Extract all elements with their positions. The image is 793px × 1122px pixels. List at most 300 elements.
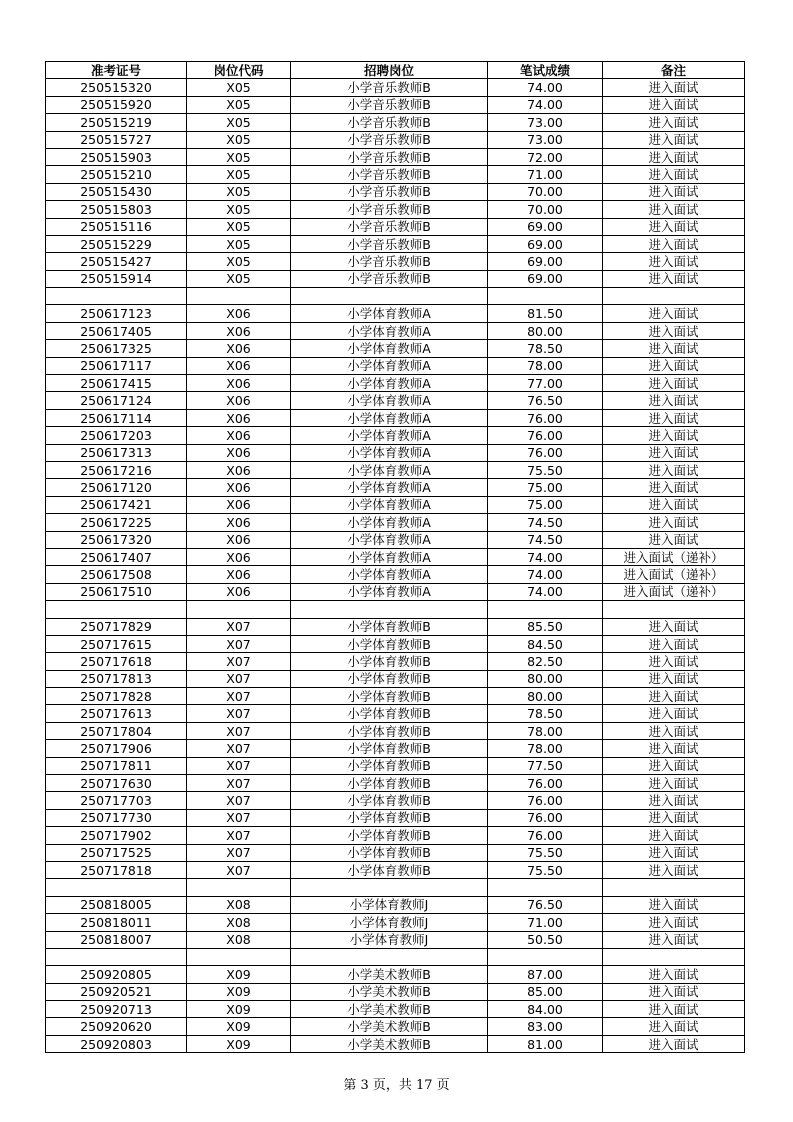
post-name-cell: 小学体育教师A [291, 305, 488, 322]
remark-cell: 进入面试 [603, 861, 745, 878]
table-row [46, 201, 745, 218]
remark-cell: 进入面试 [603, 635, 745, 652]
post-code-cell: X05 [187, 148, 291, 165]
score-cell: 87.00 [488, 966, 603, 983]
score-cell: 81.00 [488, 1035, 603, 1052]
post-code-cell: X06 [187, 514, 291, 531]
score-cell: 76.00 [488, 409, 603, 426]
exam-id-cell: 250617313 [46, 444, 187, 461]
post-name-cell: 小学体育教师A [291, 566, 488, 583]
remark-cell: 进入面试 [603, 531, 745, 548]
table-row [46, 896, 745, 913]
post-code-cell: X09 [187, 983, 291, 1000]
remark-cell [603, 879, 745, 896]
post-code-cell: X06 [187, 566, 291, 583]
remark-cell: 进入面试 [603, 914, 745, 931]
post-code-cell: X06 [187, 392, 291, 409]
table-row [46, 183, 745, 200]
score-cell: 69.00 [488, 218, 603, 235]
exam-id-cell [46, 288, 187, 305]
score-cell: 71.00 [488, 166, 603, 183]
exam-id-cell: 250717613 [46, 705, 187, 722]
remark-cell: 进入面试 [603, 931, 745, 948]
post-name-cell: 小学体育教师A [291, 427, 488, 444]
post-code-cell: X07 [187, 618, 291, 635]
remark-cell: 进入面试 [603, 688, 745, 705]
post-code-cell: X05 [187, 79, 291, 96]
remark-cell: 进入面试 [603, 809, 745, 826]
score-cell: 74.00 [488, 548, 603, 565]
table-row [46, 427, 745, 444]
table-row [46, 740, 745, 757]
post-code-cell: X07 [187, 740, 291, 757]
table-row [46, 131, 745, 148]
table-row [46, 79, 745, 96]
score-cell: 75.50 [488, 461, 603, 478]
remark-cell: 进入面试 [603, 496, 745, 513]
post-name-cell: 小学音乐教师B [291, 183, 488, 200]
remark-cell: 进入面试 [603, 392, 745, 409]
post-name-cell: 小学音乐教师B [291, 270, 488, 287]
remark-cell: 进入面试（递补） [603, 566, 745, 583]
table-row [46, 514, 745, 531]
table-row [46, 583, 745, 600]
score-cell: 50.50 [488, 931, 603, 948]
post-name-cell: 小学美术教师B [291, 1035, 488, 1052]
exam-id-cell: 250717630 [46, 775, 187, 792]
exam-id-cell: 250515803 [46, 201, 187, 218]
post-code-cell: X08 [187, 914, 291, 931]
remark-cell [603, 288, 745, 305]
score-cell: 77.00 [488, 375, 603, 392]
post-name-cell: 小学体育教师A [291, 444, 488, 461]
score-cell: 74.00 [488, 79, 603, 96]
post-code-cell: X06 [187, 444, 291, 461]
exam-id-cell: 250617203 [46, 427, 187, 444]
table-row [46, 392, 745, 409]
exam-id-cell: 250617123 [46, 305, 187, 322]
remark-cell: 进入面试（递补） [603, 548, 745, 565]
score-cell: 76.00 [488, 444, 603, 461]
post-code-cell: X05 [187, 253, 291, 270]
table-row [46, 722, 745, 739]
post-code-cell [187, 288, 291, 305]
post-code-cell: X09 [187, 1018, 291, 1035]
post-code-cell: X07 [187, 653, 291, 670]
table-row [46, 792, 745, 809]
score-cell: 85.00 [488, 983, 603, 1000]
post-name-cell [291, 288, 488, 305]
post-name-cell: 小学体育教师A [291, 496, 488, 513]
exam-id-cell: 250617325 [46, 340, 187, 357]
score-cell: 74.00 [488, 96, 603, 113]
table-row [46, 235, 745, 252]
score-cell [488, 948, 603, 965]
remark-cell: 进入面试 [603, 792, 745, 809]
header-row [46, 62, 745, 79]
table-row [46, 688, 745, 705]
score-cell: 71.00 [488, 914, 603, 931]
post-name-cell: 小学音乐教师B [291, 148, 488, 165]
exam-id-cell: 250717902 [46, 827, 187, 844]
exam-id-cell: 250515229 [46, 235, 187, 252]
post-code-cell: X06 [187, 427, 291, 444]
remark-cell: 进入面试 [603, 96, 745, 113]
exam-id-cell: 250515427 [46, 253, 187, 270]
exam-id-cell: 250617415 [46, 375, 187, 392]
exam-id-cell: 250717730 [46, 809, 187, 826]
remark-cell: 进入面试 [603, 340, 745, 357]
remark-cell: 进入面试 [603, 375, 745, 392]
table-row [46, 983, 745, 1000]
table-row [46, 270, 745, 287]
score-cell: 81.50 [488, 305, 603, 322]
exam-id-cell: 250515320 [46, 79, 187, 96]
post-code-cell: X06 [187, 357, 291, 374]
score-cell: 78.00 [488, 722, 603, 739]
post-name-cell: 小学音乐教师B [291, 96, 488, 113]
score-cell: 80.00 [488, 688, 603, 705]
score-cell: 76.00 [488, 809, 603, 826]
post-name-cell: 小学美术教师B [291, 1018, 488, 1035]
table-row [46, 1018, 745, 1035]
header-post-name: 招聘岗位 [291, 62, 488, 79]
exam-id-cell: 250818007 [46, 931, 187, 948]
exam-id-cell: 250717615 [46, 635, 187, 652]
exam-id-cell: 250617510 [46, 583, 187, 600]
table-row [46, 809, 745, 826]
table-row [46, 340, 745, 357]
post-name-cell: 小学体育教师B [291, 844, 488, 861]
table-row [46, 670, 745, 687]
post-name-cell: 小学体育教师B [291, 688, 488, 705]
post-name-cell [291, 601, 488, 618]
table-row [46, 775, 745, 792]
post-code-cell: X06 [187, 461, 291, 478]
post-code-cell: X07 [187, 809, 291, 826]
remark-cell: 进入面试 [603, 1001, 745, 1018]
exam-id-cell: 250717818 [46, 861, 187, 878]
remark-cell: 进入面试 [603, 253, 745, 270]
exam-id-cell: 250617117 [46, 357, 187, 374]
table-row [46, 601, 745, 618]
post-code-cell: X05 [187, 114, 291, 131]
exam-id-cell: 250515920 [46, 96, 187, 113]
remark-cell: 进入面试 [603, 844, 745, 861]
remark-cell: 进入面试 [603, 514, 745, 531]
table-row [46, 96, 745, 113]
exam-id-cell: 250717703 [46, 792, 187, 809]
post-code-cell: X06 [187, 583, 291, 600]
table-row [46, 409, 745, 426]
exam-id-cell: 250617508 [46, 566, 187, 583]
score-cell: 75.50 [488, 861, 603, 878]
post-code-cell: X06 [187, 322, 291, 339]
score-cell: 84.00 [488, 1001, 603, 1018]
table-row [46, 479, 745, 496]
score-cell: 70.00 [488, 183, 603, 200]
table-row [46, 166, 745, 183]
post-name-cell: 小学体育教师B [291, 670, 488, 687]
post-code-cell: X05 [187, 96, 291, 113]
table-row [46, 305, 745, 322]
post-code-cell: X09 [187, 1035, 291, 1052]
post-code-cell: X09 [187, 966, 291, 983]
remark-cell: 进入面试 [603, 218, 745, 235]
post-code-cell: X09 [187, 1001, 291, 1018]
post-code-cell: X05 [187, 131, 291, 148]
table-row [46, 1035, 745, 1052]
header-exam-id: 准考证号 [46, 62, 187, 79]
post-name-cell: 小学体育教师A [291, 340, 488, 357]
table-row [46, 357, 745, 374]
post-name-cell: 小学音乐教师B [291, 166, 488, 183]
score-cell: 73.00 [488, 114, 603, 131]
remark-cell: 进入面试 [603, 479, 745, 496]
remark-cell: 进入面试 [603, 427, 745, 444]
post-code-cell: X06 [187, 548, 291, 565]
post-code-cell: X05 [187, 183, 291, 200]
exam-id-cell: 250920713 [46, 1001, 187, 1018]
remark-cell: 进入面试 [603, 322, 745, 339]
exam-id-cell: 250920803 [46, 1035, 187, 1052]
post-name-cell: 小学体育教师A [291, 461, 488, 478]
remark-cell: 进入面试 [603, 1035, 745, 1052]
exam-id-cell: 250717618 [46, 653, 187, 670]
score-cell: 75.00 [488, 479, 603, 496]
post-code-cell: X07 [187, 827, 291, 844]
post-code-cell [187, 601, 291, 618]
exam-id-cell: 250920620 [46, 1018, 187, 1035]
score-cell: 83.00 [488, 1018, 603, 1035]
exam-id-cell: 250920521 [46, 983, 187, 1000]
post-code-cell: X06 [187, 375, 291, 392]
remark-cell: 进入面试 [603, 722, 745, 739]
score-cell: 78.50 [488, 340, 603, 357]
post-name-cell: 小学体育教师B [291, 861, 488, 878]
score-cell: 69.00 [488, 235, 603, 252]
score-cell: 73.00 [488, 131, 603, 148]
post-code-cell: X06 [187, 305, 291, 322]
remark-cell: 进入面试（递补） [603, 583, 745, 600]
post-code-cell: X07 [187, 844, 291, 861]
post-code-cell [187, 879, 291, 896]
post-code-cell: X07 [187, 688, 291, 705]
table-row [46, 948, 745, 965]
exam-id-cell: 250617216 [46, 461, 187, 478]
post-name-cell: 小学体育教师A [291, 548, 488, 565]
table-row [46, 653, 745, 670]
post-name-cell: 小学体育教师B [291, 809, 488, 826]
score-cell [488, 879, 603, 896]
score-cell: 78.00 [488, 740, 603, 757]
remark-cell: 进入面试 [603, 201, 745, 218]
post-code-cell: X05 [187, 218, 291, 235]
remark-cell: 进入面试 [603, 444, 745, 461]
score-cell [488, 601, 603, 618]
score-cell: 76.50 [488, 896, 603, 913]
table-row [46, 375, 745, 392]
post-name-cell: 小学体育教师B [291, 705, 488, 722]
table-row [46, 635, 745, 652]
exam-id-cell [46, 879, 187, 896]
post-name-cell: 小学体育教师A [291, 322, 488, 339]
post-name-cell: 小学体育教师A [291, 409, 488, 426]
score-cell: 74.50 [488, 514, 603, 531]
remark-cell: 进入面试 [603, 148, 745, 165]
remark-cell: 进入面试 [603, 705, 745, 722]
score-cell: 70.00 [488, 201, 603, 218]
table-row [46, 1001, 745, 1018]
remark-cell: 进入面试 [603, 461, 745, 478]
score-cell: 84.50 [488, 635, 603, 652]
remark-cell: 进入面试 [603, 966, 745, 983]
table-row [46, 444, 745, 461]
remark-cell: 进入面试 [603, 618, 745, 635]
exam-id-cell: 250717906 [46, 740, 187, 757]
score-cell: 80.00 [488, 670, 603, 687]
exam-id-cell: 250617421 [46, 496, 187, 513]
remark-cell: 进入面试 [603, 131, 745, 148]
exam-id-cell: 250515727 [46, 131, 187, 148]
post-name-cell: 小学体育教师A [291, 583, 488, 600]
post-code-cell: X06 [187, 496, 291, 513]
post-code-cell: X07 [187, 705, 291, 722]
exam-id-cell: 250515116 [46, 218, 187, 235]
post-code-cell: X07 [187, 722, 291, 739]
exam-id-cell: 250717811 [46, 757, 187, 774]
table-row [46, 757, 745, 774]
post-name-cell: 小学体育教师A [291, 357, 488, 374]
table-row [46, 914, 745, 931]
table-row [46, 966, 745, 983]
table-row [46, 931, 745, 948]
table-row [46, 618, 745, 635]
post-code-cell: X07 [187, 757, 291, 774]
exam-id-cell [46, 948, 187, 965]
remark-cell: 进入面试 [603, 775, 745, 792]
post-name-cell: 小学体育教师B [291, 792, 488, 809]
table-row [46, 705, 745, 722]
remark-cell: 进入面试 [603, 270, 745, 287]
remark-cell: 进入面试 [603, 653, 745, 670]
exam-id-cell: 250515914 [46, 270, 187, 287]
table-row [46, 861, 745, 878]
exam-id-cell: 250617405 [46, 322, 187, 339]
post-name-cell: 小学美术教师B [291, 1001, 488, 1018]
page-footer: 第 3 页，共 17 页 [343, 1078, 450, 1093]
exam-id-cell: 250617120 [46, 479, 187, 496]
remark-cell [603, 948, 745, 965]
post-code-cell: X05 [187, 235, 291, 252]
remark-cell: 进入面试 [603, 896, 745, 913]
score-cell: 76.00 [488, 792, 603, 809]
remark-cell: 进入面试 [603, 740, 745, 757]
post-code-cell: X07 [187, 861, 291, 878]
post-name-cell: 小学音乐教师B [291, 235, 488, 252]
post-name-cell: 小学体育教师A [291, 531, 488, 548]
score-cell: 85.50 [488, 618, 603, 635]
exam-id-cell: 250617124 [46, 392, 187, 409]
post-name-cell [291, 948, 488, 965]
remark-cell: 进入面试 [603, 670, 745, 687]
post-name-cell: 小学音乐教师B [291, 253, 488, 270]
score-cell: 80.00 [488, 322, 603, 339]
score-cell: 74.50 [488, 531, 603, 548]
exam-id-cell: 250717828 [46, 688, 187, 705]
score-cell: 74.00 [488, 566, 603, 583]
post-name-cell: 小学体育教师B [291, 827, 488, 844]
score-cell: 78.00 [488, 357, 603, 374]
score-cell: 82.50 [488, 653, 603, 670]
post-name-cell: 小学体育教师J [291, 914, 488, 931]
remark-cell: 进入面试 [603, 357, 745, 374]
post-code-cell: X06 [187, 531, 291, 548]
post-name-cell: 小学音乐教师B [291, 218, 488, 235]
remark-cell [603, 601, 745, 618]
table-row [46, 253, 745, 270]
post-name-cell: 小学体育教师A [291, 514, 488, 531]
remark-cell: 进入面试 [603, 183, 745, 200]
remark-cell: 进入面试 [603, 983, 745, 1000]
exam-id-cell: 250818005 [46, 896, 187, 913]
remark-cell: 进入面试 [603, 114, 745, 131]
score-cell: 76.00 [488, 775, 603, 792]
score-cell: 76.00 [488, 427, 603, 444]
remark-cell: 进入面试 [603, 1018, 745, 1035]
score-cell: 69.00 [488, 270, 603, 287]
exam-id-cell: 250717813 [46, 670, 187, 687]
exam-id-cell: 250717804 [46, 722, 187, 739]
exam-id-cell: 250515430 [46, 183, 187, 200]
table-row [46, 844, 745, 861]
table-row [46, 148, 745, 165]
table-row [46, 461, 745, 478]
remark-cell: 进入面试 [603, 235, 745, 252]
score-cell: 75.50 [488, 844, 603, 861]
exam-id-cell: 250515903 [46, 148, 187, 165]
post-name-cell: 小学体育教师B [291, 740, 488, 757]
post-code-cell: X08 [187, 931, 291, 948]
score-cell: 76.00 [488, 827, 603, 844]
score-cell: 77.50 [488, 757, 603, 774]
remark-cell: 进入面试 [603, 757, 745, 774]
score-cell [488, 288, 603, 305]
post-name-cell: 小学体育教师B [291, 653, 488, 670]
post-name-cell: 小学体育教师B [291, 618, 488, 635]
remark-cell: 进入面试 [603, 166, 745, 183]
table-row [46, 114, 745, 131]
post-name-cell: 小学音乐教师B [291, 79, 488, 96]
post-code-cell: X06 [187, 409, 291, 426]
exam-id-cell: 250818011 [46, 914, 187, 931]
exam-id-cell: 250617320 [46, 531, 187, 548]
post-code-cell: X07 [187, 792, 291, 809]
table-row [46, 288, 745, 305]
score-cell: 76.50 [488, 392, 603, 409]
table-row [46, 827, 745, 844]
exam-id-cell: 250617114 [46, 409, 187, 426]
post-code-cell: X07 [187, 775, 291, 792]
exam-id-cell [46, 601, 187, 618]
post-code-cell: X05 [187, 201, 291, 218]
post-code-cell: X07 [187, 670, 291, 687]
remark-cell: 进入面试 [603, 827, 745, 844]
remark-cell: 进入面试 [603, 305, 745, 322]
exam-id-cell: 250617225 [46, 514, 187, 531]
table-row [46, 566, 745, 583]
post-code-cell: X06 [187, 340, 291, 357]
